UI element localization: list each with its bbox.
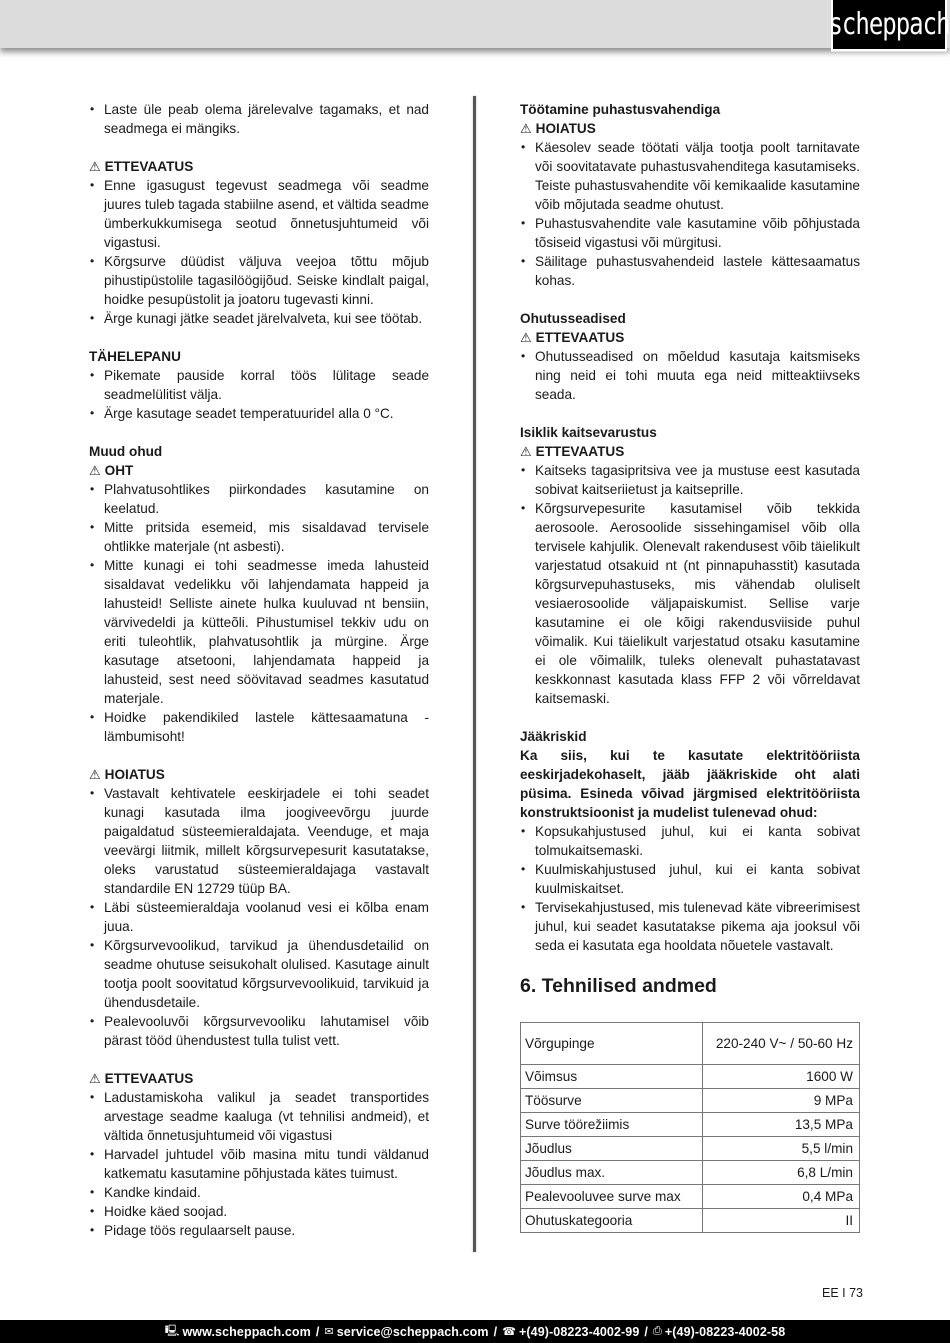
right-column xyxy=(520,100,860,1233)
list-item: • Hoidke pakendikiled lastele kättesaamatuna - lämbumisoht! xyxy=(89,708,429,746)
warning-label: ⚠ ETTEVAATUS xyxy=(89,159,194,174)
footer-email[interactable]: service@scheppach.com xyxy=(336,1324,489,1339)
spec-key: Jõudlus xyxy=(521,1137,703,1161)
warning-label: ⚠ HOIATUS xyxy=(89,767,165,782)
table-row xyxy=(521,1185,860,1209)
table-row xyxy=(521,1137,860,1161)
computer-icon: 🖳 xyxy=(164,1325,180,1337)
list-item: • Kaitseks tagasipritsiva vee ja mustuse eest kasutada sobivat kaitseriietust ja kaitseprille. xyxy=(520,461,860,499)
warning-section-1 xyxy=(89,765,429,1050)
list-item: • Ladustamiskoha valikul ja seadet transportides arvestage seadme kaaluga (vt tehnilisi andmeid), et vältida õnnetusjuhtumeid või vigastusi xyxy=(89,1088,429,1145)
spec-key: Pealevooluvee surve max xyxy=(521,1185,703,1209)
spec-value: 9 MPa xyxy=(703,1089,860,1113)
list-item: • Kopsukahjustused juhul, kui ei kanta sobivat tolmukaitsemaski. xyxy=(520,822,860,860)
warning-label: ⚠ OHT xyxy=(89,463,134,478)
list-item: • Kõrgsurvevoolikud, tarvikud ja ühendusdetailid on seadme ohutuse seisukohalt olulised. Kasutage ainult tootja poolt soovitatud kõrgsurvevoolikuid, tarvikuid ja ühendusdetaile. xyxy=(89,936,429,1012)
spec-value: 6,8 L/min xyxy=(703,1161,860,1185)
table-row xyxy=(521,1023,860,1065)
spec-key: Töösurve xyxy=(521,1089,703,1113)
cleaning-agent-section xyxy=(520,100,860,290)
list-item: • Pikemate pauside korral töös lülitage seade seadmelülitist välja. xyxy=(89,366,429,404)
spec-key: Surve töörežiimis xyxy=(521,1113,703,1137)
warning-triangle-icon: ⚠ xyxy=(89,1071,101,1086)
residual-risks-intro: Ka siis, kui te kasutate elektritööriista eeskirjadekohaselt, jääb jääkriskide oht alati püsima. Esineda võivad järgmised elektritööriista konstruktsioonist ja mudelist tulenevad ohud: xyxy=(520,748,860,820)
other-hazards-section xyxy=(89,442,429,746)
list-item: • Kuulmiskahjustused juhul, kui ei kanta sobivat kuulmiskaitset. xyxy=(520,860,860,898)
footer-phone: +(49)-08223-4002-99 xyxy=(519,1324,640,1339)
list-item: • Hoidke käed soojad. xyxy=(89,1202,429,1221)
list-item: • Enne igasugust tegevust seadmega või seadme juures tuleb tagada stabiilne asend, et vältida seadme ümberkukkumisega seotud õnnetusjuhtumeid või vigastusi. xyxy=(89,176,429,252)
warning-label: ⚠ HOIATUS xyxy=(520,121,596,136)
section-heading: Jääkriskid xyxy=(520,729,587,744)
caution-section-2 xyxy=(89,1069,429,1240)
table-row xyxy=(521,1089,860,1113)
scheppach-logo: scheppach xyxy=(831,0,947,52)
footer-website[interactable]: www.scheppach.com xyxy=(182,1324,311,1339)
list-item: • Ärge kasutage seadet temperatuuridel alla 0 °C. xyxy=(89,404,429,423)
header-bar xyxy=(0,0,950,48)
notice-section xyxy=(89,347,429,423)
phone-icon: ☎ xyxy=(502,1326,517,1338)
list-item: • Kandke kindaid. xyxy=(89,1183,429,1202)
spec-key: Võimsus xyxy=(521,1065,703,1089)
ppe-section xyxy=(520,423,860,708)
warning-triangle-icon: ⚠ xyxy=(89,159,101,174)
list-item: • Mitte kunagi ei tohi seadmesse imeda lahusteid sisaldavat vedelikku või lahjendamata happeid ja lahusteid! Selliste ainete hulka kuuluvad nt bensiin, värvivedeldi ja kütteõli. Pihustumisel tekkiv udu on eriti tuleohtlik, plahvatusohtlik ja mürgine. Ärge kasutage atsetooni, lahjendamata happeid ja lahusteid, sest need söövitavad seadmes kasutatud materjale. xyxy=(89,556,429,708)
section-heading: Ohutusseadised xyxy=(520,311,626,326)
warning-triangle-icon: ⚠ xyxy=(520,121,532,136)
footer-separator: / xyxy=(644,1324,648,1339)
section-heading: Isiklik kaitsevarustus xyxy=(520,425,657,440)
spec-value: 5,5 l/min xyxy=(703,1137,860,1161)
tech-data-table xyxy=(520,1022,860,1233)
list-item: • Läbi süsteemieraldaja voolanud vesi ei kõlba enam juua. xyxy=(89,898,429,936)
list-item: • Puhastusvahendite vale kasutamine võib põhjustada tõsiseid vigastusi või mürgitusi. xyxy=(520,214,860,252)
mail-icon: ✉ xyxy=(324,1326,334,1338)
table-row xyxy=(521,1113,860,1137)
list-item: • Laste üle peab olema järelevalve tagamaks, et nad seadmega ei mängiks. xyxy=(89,100,429,138)
caution-section-1 xyxy=(89,157,429,328)
spec-value: 13,5 MPa xyxy=(703,1113,860,1137)
footer-separator: / xyxy=(315,1324,320,1339)
list-item: • Säilitage puhastusvahendeid lastele kättesaamatus kohas. xyxy=(520,252,860,290)
list-item: • Tervisekahjustused, mis tulenevad käte vibreerimisest juhul, kui seadet kasutatakse pikema aja jooksul või seda ei kasutata ega hooldata nõuetele vastavalt. xyxy=(520,898,860,955)
list-item: • Harvadel juhtudel võib masina mitu tundi väldanud katkematu kasutamine põhjustada kätes tuimust. xyxy=(89,1145,429,1183)
spec-key: Jõudlus max. xyxy=(521,1161,703,1185)
list-item: • Käesolev seade töötati välja tootja poolt tarnitavate või soovitatavate puhastusvahenditega kasutamiseks. Teiste puhastusvahendite või kemikaalide kasutamine võib mõjutada seadme ohutust. xyxy=(520,138,860,214)
list-item: • Kõrgsurvepesurite kasutamisel võib tekkida aerosoole. Aerosoolide sissehingamisel võib olla tervisele kahjulik. Olenevalt rakendusest võib täielikult varjestatud otsakuid nt (nt pinnapuhasstit) kasutada kõrgsurvepuhastuseks, mis vähendab oluliselt vesiaerosoolide väljapaiskumist. Sellise varje kasutamine ei ole kõigi rakendusviiside puhul võimalik. Kui täielikult varjestatud otsaku kasutamine ei ole võimalilk, tuleks olenevalt puhastatavast keskkonnast kasutada klass FFP 2 või võrreldavat kaitsemaski. xyxy=(520,499,860,708)
list-item: • Ohutusseadised on mõeldud kasutaja kaitsmiseks ning neid ei tohi muuta ega neid mitteaktiivseks seada. xyxy=(520,347,860,404)
left-column xyxy=(89,100,429,1259)
intro-section xyxy=(89,100,429,138)
page-number: EE I 73 xyxy=(822,1286,863,1300)
table-row xyxy=(521,1161,860,1185)
spec-value: II xyxy=(703,1209,860,1233)
spec-key: Võrgupinge xyxy=(521,1023,703,1065)
table-row xyxy=(521,1065,860,1089)
list-item: • Pidage töös regulaarselt pause. xyxy=(89,1221,429,1240)
section-heading: Muud ohud xyxy=(89,444,163,459)
list-item: • Plahvatusohtlikes piirkondades kasutamine on keelatud. xyxy=(89,480,429,518)
list-item: • Ärge kunagi jätke seadet järelvalveta, kui see töötab. xyxy=(89,309,429,328)
warning-triangle-icon: ⚠ xyxy=(520,444,532,459)
table-row xyxy=(521,1209,860,1233)
safety-devices-section xyxy=(520,309,860,404)
footer-separator: / xyxy=(493,1324,498,1339)
warning-triangle-icon: ⚠ xyxy=(89,463,101,478)
tech-data-heading: 6. Tehnilised andmed xyxy=(520,975,717,997)
list-item: • Pealevooluvõi kõrgsurvevooliku lahutamisel võib pärast tööd ühendustest tulla tulist vett. xyxy=(89,1012,429,1050)
warning-label: ⚠ ETTEVAATUS xyxy=(520,330,625,345)
notice-heading: TÄHELEPANU xyxy=(89,349,181,364)
warning-label: ⚠ ETTEVAATUS xyxy=(520,444,625,459)
list-item: • Vastavalt kehtivatele eeskirjadele ei tohi seadet kunagi kasutada ilma joogiveevõrgu juurde paigaldatud süsteemieraldajata. Veenduge, et maja veevärgi liitmik, millelt kõrgsurvepesurit kasutatakse, oleks varustatud süsteemieraldajaga vastavalt standardile EN 12729 tüüp BA. xyxy=(89,784,429,898)
section-heading: Töötamine puhastusvahendiga xyxy=(520,102,721,117)
warning-triangle-icon: ⚠ xyxy=(520,330,532,345)
spec-value: 0,4 MPa xyxy=(703,1185,860,1209)
fax-icon: ⎙ xyxy=(652,1325,662,1337)
footer-fax: +(49)-08223-4002-58 xyxy=(664,1324,786,1339)
column-divider xyxy=(473,96,476,1252)
spec-value: 1600 W xyxy=(703,1065,860,1089)
residual-risks-section xyxy=(520,727,860,955)
list-item: • Mitte pritsida esemeid, mis sisaldavad tervisele ohtlikke materjale (nt asbesti). xyxy=(89,518,429,556)
spec-value: 220-240 V~ / 50-60 Hz xyxy=(703,1023,860,1065)
spec-key: Ohutuskategooria xyxy=(521,1209,703,1233)
footer-bar xyxy=(0,1320,950,1343)
warning-triangle-icon: ⚠ xyxy=(89,767,101,782)
warning-label: ⚠ ETTEVAATUS xyxy=(89,1071,194,1086)
list-item: • Kõrgsurve düüdist väljuva veejoa tõttu mõjub pihustipüstolile tagasilöögijõud. Seiske kindlalt paigal, hoidke pesupüstolit ja joatoru tugevasti kinni. xyxy=(89,252,429,309)
